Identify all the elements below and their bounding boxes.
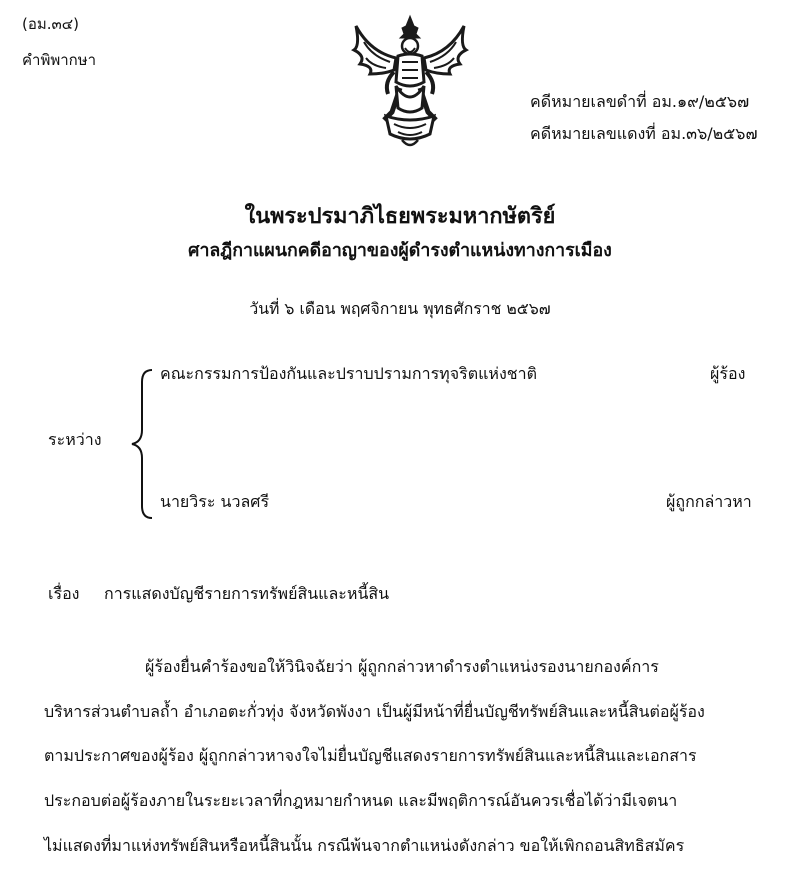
defendant-name: นายวิระ นวลศรี [160, 492, 270, 511]
subject-text: การแสดงบัญชีรายการทรัพย์สินและหนี้สิน [104, 584, 390, 603]
body-line-1: ผู้ร้องยื่นคำร้องขอให้วินิจฉัยว่า ผู้ถูกกล่าวหาดำรงตำแหน่งรองนายกองค์การ [145, 657, 659, 676]
document-type: คำพิพากษา [22, 51, 97, 69]
subject-label: เรื่อง [48, 584, 80, 603]
form-code: (อม.๓๔) [22, 15, 79, 33]
court-name: ศาลฎีกาแผนกคดีอาญาของผู้ดำรงตำแหน่งทางการเมือง [188, 241, 612, 261]
between-label: ระหว่าง [48, 430, 102, 449]
body-line-4: ประกอบต่อผู้ร้องภายในระยะเวลาที่กฎหมายกำหนด และมีพฤติการณ์อันควรเชื่อได้ว่ามีเจตนา [44, 791, 678, 810]
plaintiff-name: คณะกรรมการป้องกันและปราบปรามการทุจริตแห่งชาติ [160, 364, 537, 383]
red-case-number: คดีหมายเลขแดงที่ อม.๓๖/๒๕๖๗ [530, 124, 758, 143]
brace-icon [128, 368, 160, 520]
body-line-2: บริหารส่วนตำบลถ้ำ อำเภอตะกั่วทุ่ง จังหวัดพังงา เป็นผู้มีหน้าที่ยื่นบัญชีทรัพย์สินและหนี้สินต่อผู้ร้อง [44, 702, 705, 721]
garuda-emblem [350, 12, 470, 152]
plaintiff-role: ผู้ร้อง [710, 364, 746, 383]
defendant-role: ผู้ถูกกล่าวหา [666, 492, 752, 511]
judgment-date: วันที่ ๖ เดือน พฤศจิกายน พุทธศักราช ๒๕๖๗ [249, 299, 551, 318]
body-line-3: ตามประกาศของผู้ร้อง ผู้ถูกกล่าวหาจงใจไม่ยื่นบัญชีแสดงรายการทรัพย์สินและหนี้สินและเอกสาร [44, 746, 697, 765]
royal-heading: ในพระปรมาภิไธยพระมหากษัตริย์ [244, 204, 556, 229]
body-line-5: ไม่แสดงที่มาแห่งทรัพย์สินหรือหนี้สินนั้น กรณีพ้นจากตำแหน่งดังกล่าว ขอให้เพิกถอนสิทธิสมัคร [44, 836, 685, 855]
black-case-number: คดีหมายเลขดำที่ อม.๑๙/๒๕๖๗ [530, 92, 750, 111]
